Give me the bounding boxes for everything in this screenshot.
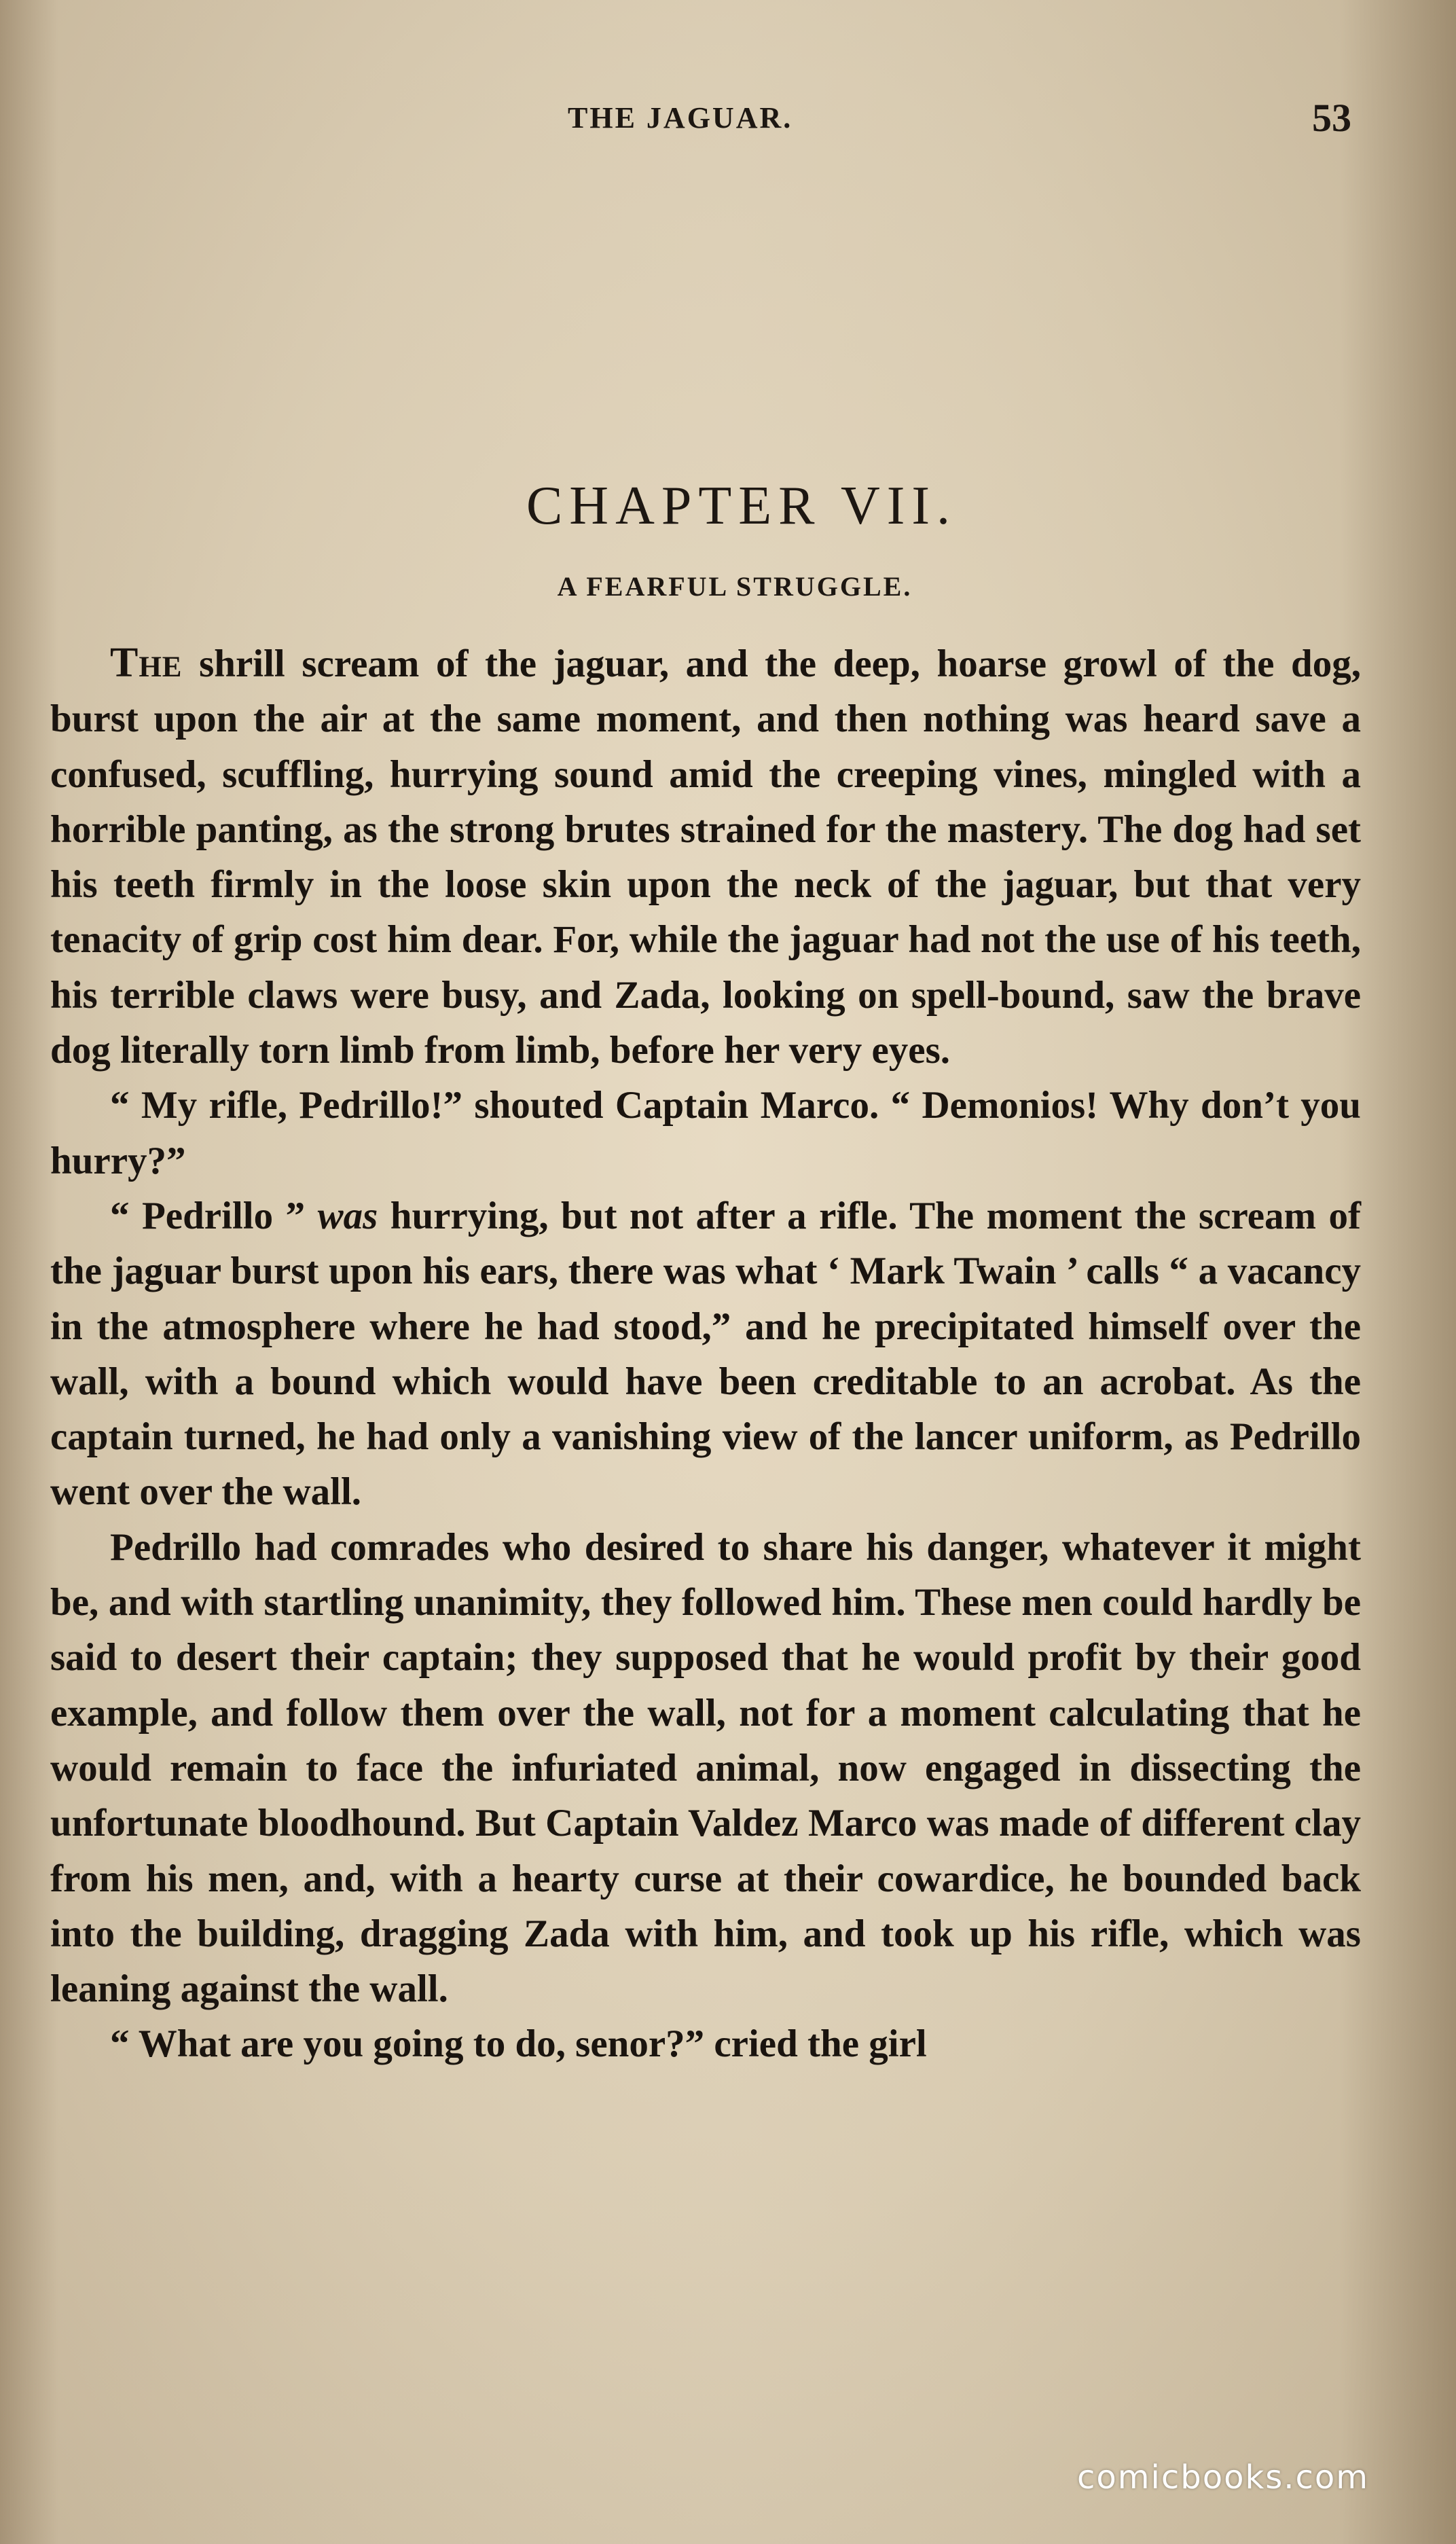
page-number: 53 (1312, 96, 1351, 140)
drop-word: The (110, 640, 183, 686)
paragraph-text: shrill scream of the jaguar, and the deep, hoarse growl of the dog, burst upon the air at the same moment, and then nothing was heard save a confused, scuffling, hurrying sound amid the creeping vines, mingled with a horrible panting, as the strong brutes strained for the mastery. The dog had set his teeth firmly in the loose skin upon the neck of the jaguar, but that very tenacity of grip cost him dear. For, while the jaguar had not the use of his teeth, his terrible claws were busy, and Zada, looking on spell-bound, saw the brave dog literally torn limb from limb, before her very eyes. (50, 642, 1361, 1072)
paragraph: Pedrillo had comrades who desired to share his danger, whatever it might be, and with startling unanimity, they followed him. These men could hardly be said to desert their captain; they supposed that he would profit by their good example, and follow them over the wall, not for a moment calculating that he would remain to face the infuriated animal, now engaged in dissecting the unfortunate bloodhound. But Captain Valdez Marco was made of different clay from his men, and, with a hearty curse at their cowardice, he bounded back into the building, dragging Zada with him, and took up his rifle, which was leaning against the wall. (50, 1525, 1361, 2011)
paragraph (50, 1188, 1361, 1520)
running-title: THE JAGUAR. (568, 101, 793, 134)
paragraph-text: hurrying, but not after a rifle. The moment the scream of the jaguar burst upon his ears, there was what ‘ Mark Twain ’ calls “ a vacancy in the atmosphere where he had stood,” and he precipitated himself over the wall, with a bound which would have been creditable to an acrobat. As the captain turned, he had only a vanishing view of the lancer uniform, as Pedrillo went over the wall. (50, 1194, 1361, 1514)
chapter-title: CHAPTER VII. (526, 476, 958, 536)
site-watermark: comicbooks.com (1077, 2458, 1370, 2496)
paragraph (50, 636, 1361, 1078)
paragraph: “ What are you going to do, senor?” cried the girl (110, 2022, 927, 2066)
running-head (0, 95, 1456, 149)
emphasis-text: was (317, 1194, 378, 1237)
chapter-body (50, 636, 1361, 2072)
paragraph-text: “ Pedrillo ” (110, 1194, 318, 1237)
chapter-subtitle: A FEARFUL STRUGGLE. (557, 571, 913, 602)
paragraph: “ My rifle, Pedrillo!” shouted Captain Marco. “ Demonios! Why don’t you hurry?” (50, 1084, 1361, 1182)
